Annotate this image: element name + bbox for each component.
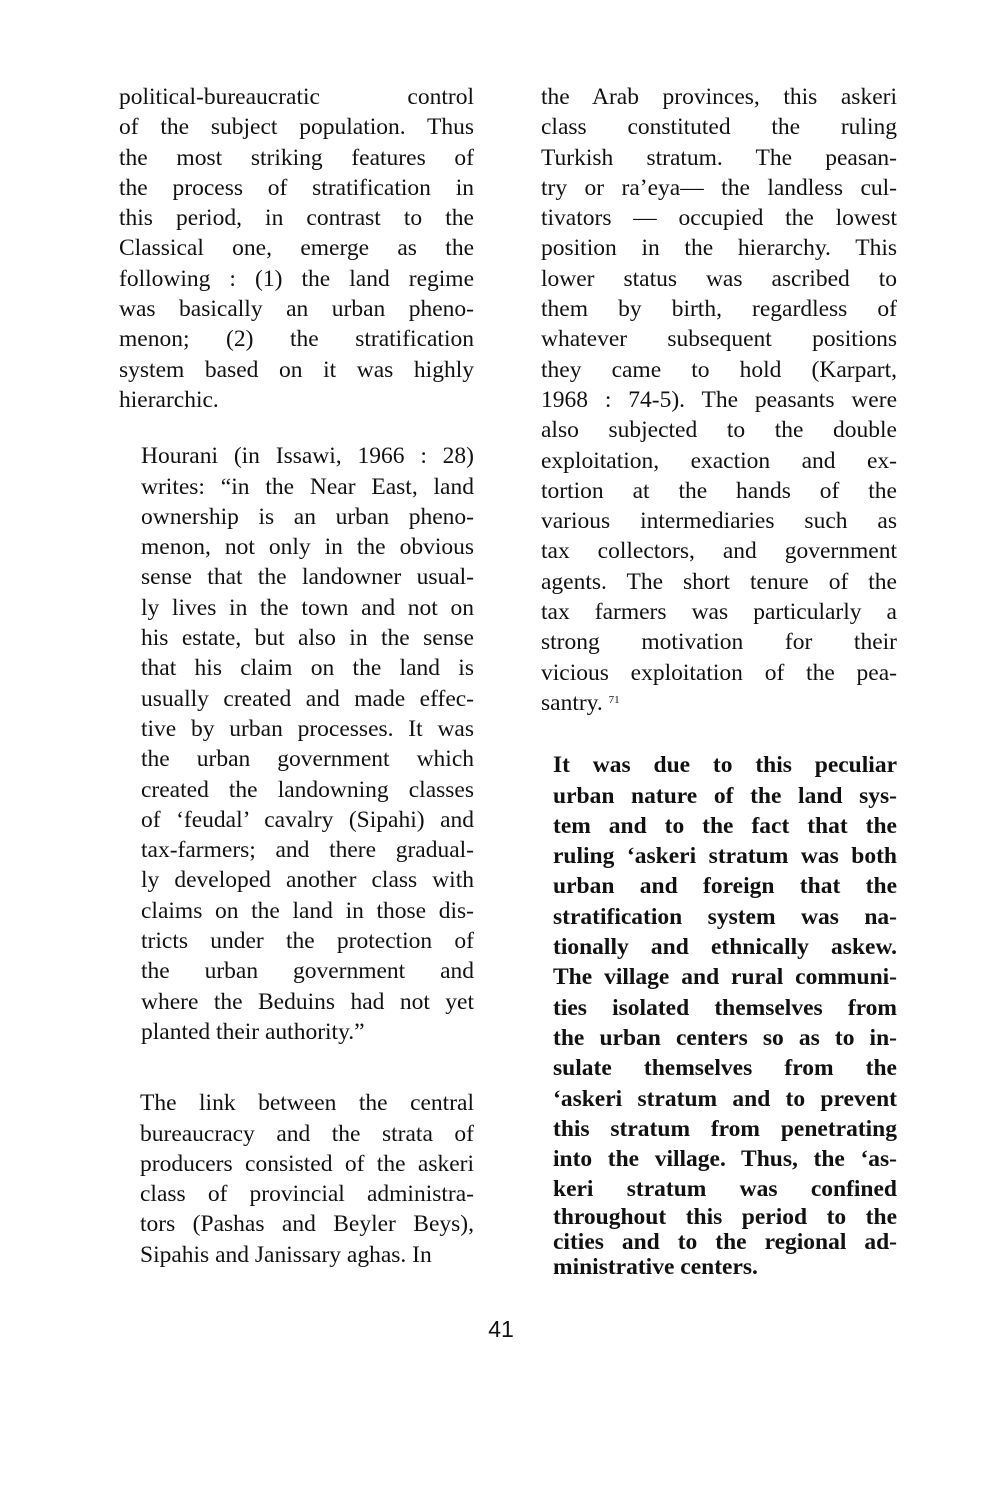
left-p1-line: menon; (2) the stratification xyxy=(119,326,474,353)
left-p1-line: Classical one, emerge as the xyxy=(119,235,474,262)
right-p2-line: The village and rural communi- xyxy=(553,964,897,991)
left-p1-line: was basically an urban pheno- xyxy=(119,296,474,323)
left-p2-line: the urban government which xyxy=(141,746,474,773)
left-p2-line: Hourani (in Issawi, 1966 : 28) xyxy=(141,443,474,470)
right-p1-line: tivators — occupied the lowest xyxy=(541,205,897,232)
right-p2-line: tionally and ethnically askew. xyxy=(553,934,897,961)
right-p1-line: tax collectors, and government xyxy=(541,538,897,565)
left-p2-line: sense that the landowner usual- xyxy=(141,564,474,591)
right-p1-line: santry. $^{71}$ xyxy=(541,689,620,716)
right-p1-line: whatever subsequent positions xyxy=(541,326,897,353)
right-column xyxy=(541,82,897,1280)
right-p1-line: strong motivation for their xyxy=(541,629,897,656)
right-p2-line: ties isolated themselves from xyxy=(553,994,897,1021)
right-p2-line: urban nature of the land sys- xyxy=(553,782,897,809)
left-p3-line: producers consisted of the askeri xyxy=(140,1150,474,1177)
right-p1-line: various intermediaries such as xyxy=(541,508,897,535)
footnote-reference: 71 xyxy=(608,693,620,706)
left-p2-line: tive by urban processes. It was xyxy=(141,715,474,742)
left-p2-line: ly lives in the town and not on xyxy=(141,594,474,621)
paragraph-stratification-features xyxy=(119,82,474,415)
left-p1-line: of the subject population. Thus xyxy=(119,114,474,141)
left-p3-line: class of provincial administra- xyxy=(140,1181,474,1208)
right-p1-line: they came to hold (Karpart, xyxy=(541,356,897,383)
right-p2-line: stratification system was na- xyxy=(553,903,897,930)
left-column xyxy=(119,82,474,1270)
right-p2-line: ruling ‘askeri stratum was both xyxy=(553,843,897,870)
left-p1-line: political-bureaucratic control xyxy=(119,84,474,110)
left-p2-line: ownership is an urban pheno- xyxy=(141,503,474,530)
left-p2-line: claims on the land in those dis- xyxy=(141,897,474,924)
right-p1-line: tax farmers was particularly a xyxy=(541,599,897,626)
left-p2-line: planted their authority.” xyxy=(141,1018,365,1045)
right-p1-line: try or ra’eya— the landless cul- xyxy=(541,174,897,201)
right-p2-line: urban and foreign that the xyxy=(553,873,897,900)
left-p2-line: ly developed another class with xyxy=(141,867,474,894)
left-p3-line: bureaucracy and the strata of xyxy=(140,1120,474,1147)
left-p1-line: system based on it was highly xyxy=(119,356,474,383)
right-p1-line: lower status was ascribed to xyxy=(541,265,897,292)
right-p2-line: into the village. Thus, the ‘as- xyxy=(553,1146,897,1173)
left-p3-line: Sipahis and Janissary aghas. In xyxy=(140,1241,432,1268)
left-p1-line: the process of stratification in xyxy=(119,174,474,201)
left-p3-line: tors (Pashas and Beyler Beys), xyxy=(140,1211,474,1238)
left-p2-line: that his claim on the land is xyxy=(141,655,474,682)
left-p2-line: usually created and made effec- xyxy=(141,685,474,712)
paragraph-urban-nature-bold xyxy=(533,750,897,1279)
right-p1-line: vicious exploitation of the pea- xyxy=(541,659,897,686)
right-p1-line: tortion at the hands of the xyxy=(541,477,897,504)
right-p1-line: exploitation, exaction and ex- xyxy=(541,447,897,474)
right-p2-line: ‘askeri stratum and to prevent xyxy=(553,1085,897,1112)
left-p2-line: his estate, but also in the sense xyxy=(141,625,474,652)
left-p1-line: hierarchic. xyxy=(119,386,219,413)
right-p1-line: the Arab provinces, this askeri xyxy=(541,84,897,110)
right-p1-line: 1968 : 74-5). The peasants were xyxy=(541,386,897,413)
paragraph-peasantry xyxy=(541,82,897,718)
right-p2-line: sulate themselves from the xyxy=(553,1055,897,1082)
right-p2-line: tem and to the fact that the xyxy=(553,812,897,839)
left-p2-line: where the Beduins had not yet xyxy=(141,988,474,1015)
left-p2-line: tricts under the protection of xyxy=(141,928,474,955)
right-p2-line: the urban centers so as to in- xyxy=(553,1024,897,1051)
left-p1-line: this period, in contrast to the xyxy=(119,205,474,232)
left-p1-line: following : (1) the land regime xyxy=(119,265,474,292)
left-p1-line: the most striking features of xyxy=(119,144,474,171)
page-number: 41 xyxy=(488,1316,514,1342)
right-p2-line: It was due to this peculiar xyxy=(553,752,897,779)
left-p2-line: created the landowning classes xyxy=(141,776,474,803)
left-p2-line: the urban government and xyxy=(141,958,474,985)
right-p1-line: agents. The short tenure of the xyxy=(541,568,897,595)
left-p2-line: tax-farmers; and there gradual- xyxy=(141,837,474,864)
right-p2-line: this stratum from penetrating xyxy=(553,1115,897,1142)
right-p2-line: ministrative centers. xyxy=(553,1253,758,1280)
right-p2-line: cities and to the regional ad- xyxy=(553,1228,897,1255)
left-p2-line: writes: “in the Near East, land xyxy=(141,473,474,500)
left-p2-line: menon, not only in the obvious xyxy=(141,534,474,561)
right-p1-line: Turkish stratum. The peasan- xyxy=(541,144,897,171)
paragraph-askeri-link xyxy=(119,1088,474,1270)
right-p2-line: throughout this period to the xyxy=(553,1203,897,1230)
right-p1-line: them by birth, regardless of xyxy=(541,296,897,323)
right-p2-line: keri stratum was confined xyxy=(553,1176,897,1203)
right-p1-line: class constituted the ruling xyxy=(541,114,897,141)
paragraph-hourani-quote xyxy=(119,441,474,1047)
right-p1-line: also subjected to the double xyxy=(541,417,897,444)
right-p1-line: position in the hierarchy. This xyxy=(541,235,897,262)
left-p2-line: of ‘feudal’ cavalry (Sipahi) and xyxy=(141,806,474,833)
left-p3-line: The link between the central xyxy=(140,1090,474,1117)
